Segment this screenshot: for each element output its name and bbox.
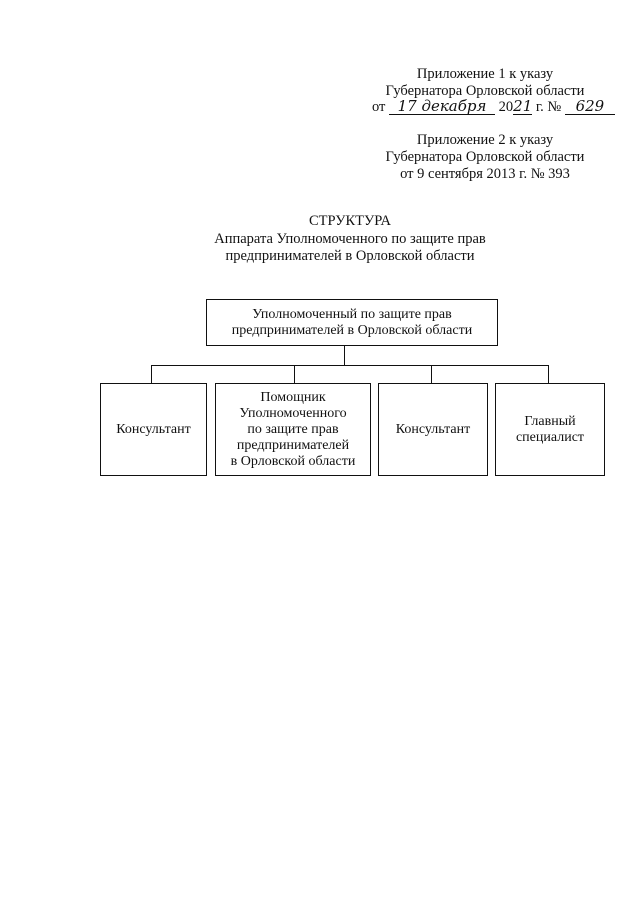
orgchart-top-line1: Уполномоченный по защите прав	[252, 306, 452, 322]
orgchart-connector-vertical	[344, 346, 345, 365]
orgchart-child-2-line1: Помощник	[260, 389, 326, 405]
document-subtitle-line1: Аппарата Уполномоченного по защите прав	[214, 231, 486, 247]
orgchart-child-box	[495, 383, 605, 476]
document-subtitle-line2: предпринимателей в Орловской области	[225, 248, 475, 264]
orgchart-child-box	[100, 383, 207, 476]
appendix1-prefix: от	[372, 99, 386, 115]
orgchart-child-4-line1: Главный	[524, 413, 576, 429]
orgchart-connector-drop-2	[294, 365, 295, 383]
orgchart-child-3-line1: Консультант	[395, 421, 471, 437]
appendix1-line1: Приложение 1 к указу	[416, 66, 554, 82]
document-title: СТРУКТУРА	[309, 213, 391, 229]
appendix1-number-handwritten: 629	[565, 99, 615, 115]
orgchart-connector-drop-1	[151, 365, 152, 383]
orgchart-child-box	[215, 383, 371, 476]
orgchart-child-2-line5: в Орловской области	[230, 453, 356, 469]
appendix1-year-end-handwritten: 21	[513, 97, 533, 115]
orgchart-child-2-line3: по защите прав	[247, 421, 339, 437]
appendix2-line2: Губернатора Орловской области	[385, 149, 585, 165]
orgchart-child-4-line2: специалист	[515, 429, 585, 445]
orgchart-connector-drop-4	[548, 365, 549, 383]
appendix2-line3: от 9 сентября 2013 г. № 393	[400, 166, 570, 182]
orgchart-top-line2: предпринимателей в Орловской области	[231, 322, 473, 338]
orgchart-connector-horizontal	[151, 365, 548, 366]
orgchart-child-box	[378, 383, 488, 476]
appendix1-day-handwritten: 17 декабря	[389, 99, 495, 115]
orgchart-child-2-line4: предпринимателей	[236, 437, 350, 453]
orgchart-top-box	[206, 299, 498, 346]
orgchart-child-2-line2: Уполномоченного	[239, 405, 347, 421]
appendix2-line1: Приложение 2 к указу	[416, 132, 554, 148]
appendix1-line3	[372, 99, 615, 116]
appendix1-year-suffix: г. №	[535, 99, 562, 115]
orgchart-connector-drop-3	[431, 365, 432, 383]
orgchart-child-1-line1: Консультант	[116, 421, 191, 437]
appendix1-year-start: 20	[498, 99, 514, 115]
appendix1-line2: Губернатора Орловской области	[385, 83, 585, 99]
